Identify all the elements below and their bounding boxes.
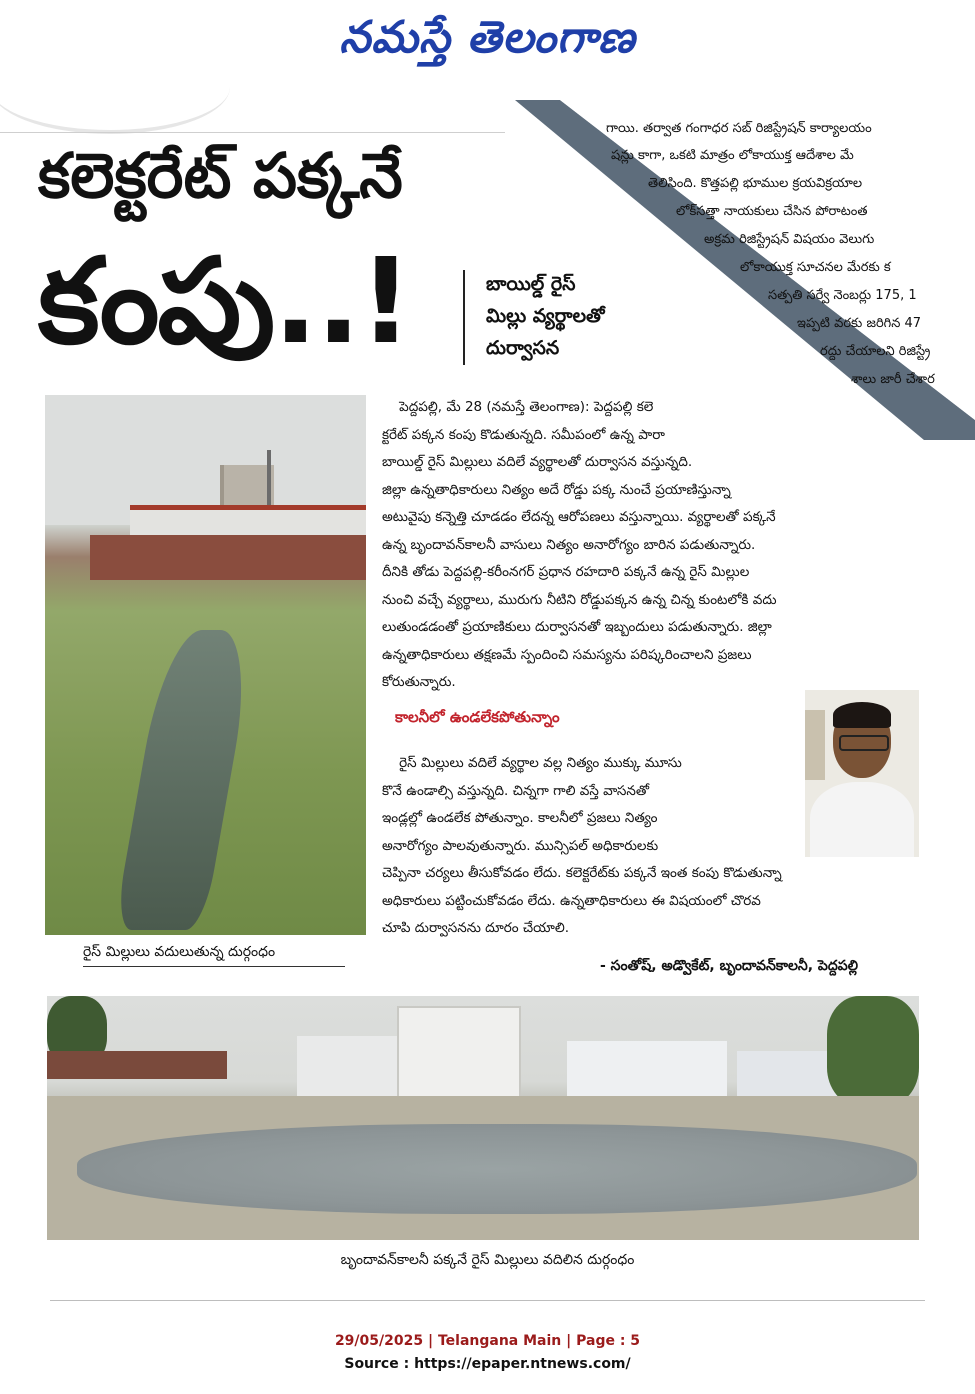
corner-line: గాయి. తర్వాత గంగాధర సబ్ రిజిస్ట్రేషన్ కార్యాలయం <box>606 121 872 136</box>
headline-deck <box>486 268 605 364</box>
text-line: పెద్దపల్లి, మే 28 (నమస్తే తెలంగాణ): పెద్దపల్లి కలె <box>382 399 654 415</box>
text-line: లుతుండడంతో ప్రయాణికులు దుర్వాసనతో ఇబ్బందులు పడుతున్నారు. జిల్లా <box>382 619 772 635</box>
photo-colony-pond <box>47 996 919 1240</box>
text-line: నుంచి వచ్చే వ్యర్థాలు, మురుగు నీటిని రోడ్డుపక్కన ఉన్న చిన్న కుంటలోకి వదు <box>382 591 777 608</box>
text-line: చూపి దుర్వాసనను దూరం చేయాలి. <box>382 920 570 936</box>
photo-tree <box>827 996 919 1106</box>
corner-story <box>0 0 975 440</box>
text-line: రైస్ మిల్లులు వదిలే వ్యర్థాల వల్ల నిత్యం ముక్కు మూసు <box>382 755 682 771</box>
photo-drain-stream <box>45 395 366 935</box>
text-line: కొనే ఉండాల్సి వస్తున్నది. చిన్నగా గాలి వస్తే వాసనతో <box>382 782 649 799</box>
deck-line: దుర్వాసన <box>486 337 560 359</box>
photo2-caption: బృందావన్‌కాలనీ పక్కనే రైస్ మిల్లులు వదిలిన దుర్గంధం <box>340 1252 635 1268</box>
text-line: చెప్పినా చర్యలు తీసుకోవడం లేదు. కలెక్టరేట్‌కు పక్కనే ఇంత కంపు కొడుతున్నా <box>382 865 782 881</box>
text-line: జిల్లా ఉన్నతాధికారులు నిత్యం అదే రోడ్డు పక్క నుంచే ప్రయాణిస్తున్నా <box>382 481 731 498</box>
corner-line: శాలు జారీ చేశార <box>851 372 935 387</box>
photo-waste-stream <box>114 630 257 930</box>
corner-line: ఇప్పటి వరకు జరిగిన 47 <box>797 316 922 331</box>
article-paragraph-2 <box>382 750 782 943</box>
corner-line: అక్రమ రిజిస్ట్రేషన్ విషయం వెలుగు <box>704 232 875 247</box>
edition-info: 29/05/2025 | Telangana Main | Page : 5 <box>334 1333 641 1349</box>
newspaper-logo: నమస్తే తెలంగాణ <box>339 12 636 63</box>
deck-line: బాయిల్డ్ రైస్ <box>486 273 576 295</box>
portrait-background <box>805 710 825 780</box>
text-line: అనారోగ్యం పాలవుతున్నారు. మున్సిపల్ అధికారులకు <box>382 837 659 854</box>
portrait-photo <box>805 690 919 857</box>
text-line: అధికారులు పట్టించుకోవడం లేదు. ఉన్నతాధికారులు ఈ విషయంలో చొరవ <box>382 892 761 909</box>
portrait-hair <box>833 702 891 728</box>
corner-line: షన్లు కాగా, ఒకటి మాత్రం లోకాయుక్త ఆదేశాల మే <box>611 148 854 163</box>
text-line: బాయిల్డ్ రైస్ మిల్లులు వదిలే వ్యర్థాలతో దుర్వాసన వస్తున్నది. <box>382 454 693 470</box>
text-line: ఉన్న బృందావన్‌కాలనీ వాసులు నిత్యం అనారోగ్యం బారిన పడుతున్నారు. <box>382 536 756 553</box>
headline-line-2: కంపు..! <box>38 232 411 370</box>
photo-building <box>567 1041 727 1101</box>
corner-line: లోకాయుక్త సూచనల మేరకు క <box>740 260 891 275</box>
article-paragraph-1 <box>382 394 777 697</box>
portrait-glasses <box>839 735 889 751</box>
headline-line-1: కలెక్టరేట్ పక్కనే <box>38 139 403 212</box>
corner-line: రద్దు చేయాలని రిజిస్ట్రే <box>820 344 931 359</box>
text-line: అటువైపు కన్నెత్తి చూడడం లేదన్న ఆరోపణలు వస్తున్నాయి. వ్యర్థాలతో పక్కనే <box>382 509 776 525</box>
corner-line: లోక్‌సత్తా నాయకులు చేసిన పోరాటంత <box>676 204 868 219</box>
text-line: ఇండ్లల్లో ఉండలేక పోతున్నాం. కాలనీలో ప్రజలు నిత్యం <box>382 810 658 826</box>
photo-sewage-pond <box>77 1124 917 1214</box>
deck-line: మిల్లు వ్యర్థాలతో <box>486 305 605 327</box>
caption-underline <box>83 966 345 967</box>
deck-divider <box>463 270 465 365</box>
photo-wall <box>47 1051 227 1079</box>
photo-building <box>397 1006 521 1110</box>
text-line: దీనికి తోడు పెద్దపల్లి-కరీంనగర్ ప్రధాన రహదారి పక్కనే ఉన్న రైస్ మిల్లుల <box>382 564 750 580</box>
text-line: కోరుతున్నారు. <box>382 674 456 690</box>
article-subheading: కాలనీలో ఉండలేకపోతున్నాం <box>395 708 560 726</box>
photo1-caption: రైస్ మిల్లులు వదులుతున్న దుర్గంధం <box>83 944 276 960</box>
text-line: క్టరేట్ పక్కన కంపు కొడుతున్నది. సమీపంలో ఉన్న పారా <box>382 426 665 443</box>
corner-line: తెలిసింది. కొత్తపల్లి భూముల క్రయవిక్రయాల <box>648 176 863 191</box>
portrait-shirt <box>810 782 914 857</box>
bottom-divider <box>50 1300 925 1301</box>
quote-attribution: - సంతోష్, అడ్వొకేట్, బృందావన్‌కాలనీ, పెద్దపల్లి <box>600 958 858 974</box>
corner-line: సత్పతి సర్వే నెంబర్లు 175, 1 <box>768 288 917 303</box>
source-link[interactable]: Source : https://epaper.ntnews.com/ <box>344 1356 631 1372</box>
text-line: ఉన్నతాధికారులు తక్షణమే స్పందించి సమస్యను పరిష్కరించాలని ప్రజలు <box>382 646 752 663</box>
photo-wall <box>90 535 366 580</box>
